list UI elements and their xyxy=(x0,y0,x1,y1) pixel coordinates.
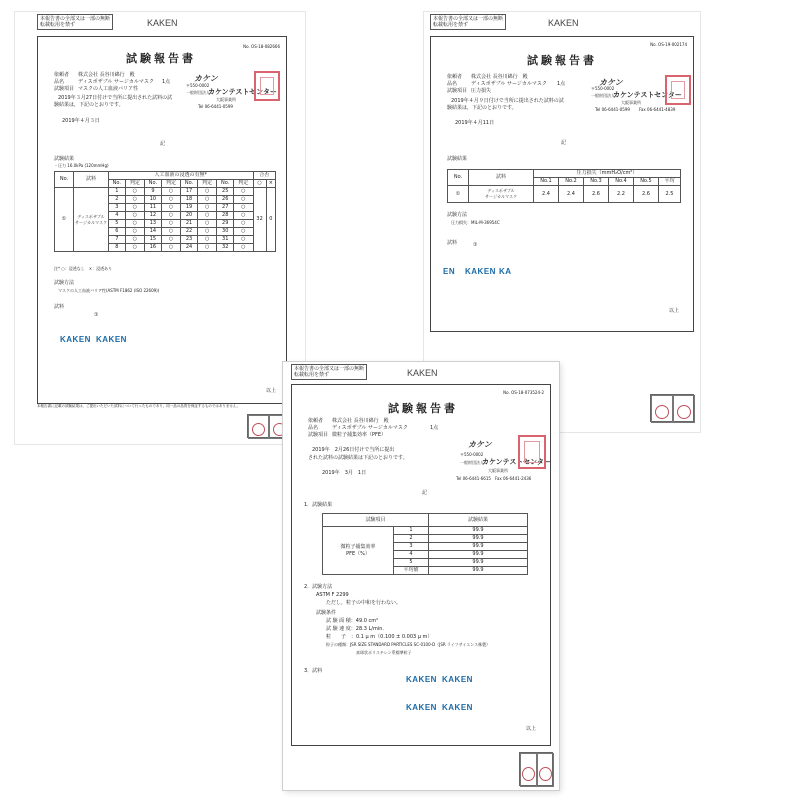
brand-header: KAKEN xyxy=(147,18,178,28)
sub-header: × xyxy=(266,180,275,188)
loss-value: 2.4 xyxy=(558,186,583,203)
record-mark: 記 xyxy=(160,141,166,147)
method-note: ただし，粒子の中和を行わない。 xyxy=(326,600,402,606)
col-group: 圧力損失（mmH₂O/cm²） xyxy=(534,170,681,178)
sample-label: 試料 xyxy=(54,304,65,310)
loss-value: 2.2 xyxy=(608,186,633,203)
footer-note: 本報告書に記載の試験結果は，ご提出いただいた試料について行ったものであり，同一品の品質を保証するものではありません。 xyxy=(37,404,241,408)
col-pass: 合否 xyxy=(253,172,275,180)
test-item-value: 微粒子捕集効率（PFE） xyxy=(332,432,387,438)
sub-header: No. xyxy=(181,180,198,188)
pfe-row-no: 5 xyxy=(394,559,429,567)
intro-line-2: 験結果は，下記のとおりです。 xyxy=(54,102,124,108)
pfe-row-value: 99.9 xyxy=(429,567,528,575)
kaken-tag-logo: KAKEN xyxy=(442,675,473,684)
approval-stamp xyxy=(677,405,691,419)
pfe-row-value: 99.9 xyxy=(429,527,528,535)
kaken-tag-logo: KAKEN xyxy=(406,703,437,712)
kaken-tag-logo: KAKEN xyxy=(406,675,437,684)
report-sheet-3 xyxy=(283,362,559,790)
report-number: No. OS-18-082666 xyxy=(243,44,280,49)
lab-kana-logo: カケン xyxy=(194,74,218,83)
pfe-row-value: 99.9 xyxy=(429,543,528,551)
method-label: 試験方法 xyxy=(54,280,75,286)
lab-name: カケンテストセンター xyxy=(208,88,277,96)
loss-value: 2.4 xyxy=(534,186,559,203)
condition-speed: 試 験 速 度：28.3 L/min. xyxy=(326,626,384,632)
approval-stamp-box xyxy=(650,394,694,422)
condition-particle: 粒子の種類：JSR SIZE STANDARD PARTICLES SC-0100-D（JSR ライフサイエンス株製） xyxy=(326,642,491,647)
report-number: No. OS-19-002174 xyxy=(650,42,687,47)
end-mark: 以上 xyxy=(525,726,536,732)
report-number: No. OS-18-073524-2 xyxy=(503,390,544,395)
method-label: 試験方法 xyxy=(447,212,468,218)
lab-fax: Fax 06-6441-4839 xyxy=(639,107,676,112)
requester-value: 株式会社 長谷川綿行 殿 xyxy=(78,72,135,78)
method-value: マスクの人工血液バリア性(ASTM F1862 (ISO 22609)) xyxy=(58,288,160,293)
approval-stamp xyxy=(252,423,265,436)
fail-count: 0 xyxy=(266,188,275,252)
col-no: No. xyxy=(448,170,469,186)
lab-branch: 大阪事業所 xyxy=(216,97,236,102)
kaken-tag-logo: KAKEN xyxy=(60,335,91,344)
pfe-row-value: 99.9 xyxy=(429,535,528,543)
report-frame xyxy=(291,384,551,746)
lab-branch: 大阪事業所 xyxy=(621,100,641,105)
loss-value: 2.6 xyxy=(633,186,658,203)
end-mark: 以上 xyxy=(668,308,679,314)
test-item-value: 圧力損失 xyxy=(471,88,492,94)
pfe-row-no: 3 xyxy=(394,543,429,551)
sub-header: No. xyxy=(217,180,234,188)
section-results: 1．試験結果 xyxy=(304,502,333,508)
requester-label: 依頼者 xyxy=(308,418,324,424)
lab-tel-fax: Tel 06-6441-6615 Fax 06-6441-2436 xyxy=(456,476,532,481)
col-item: 試験項目 xyxy=(323,514,429,527)
col-group: 人工血液の浸透の有無* xyxy=(109,172,254,180)
pfe-row-no: 1 xyxy=(394,527,429,535)
product-label: 品名 xyxy=(447,81,458,87)
record-mark: 記 xyxy=(422,490,428,496)
condition-area: 試 験 面 積：49.0 cm² xyxy=(326,618,379,624)
pfe-row-no: 2 xyxy=(394,535,429,543)
sample-name: ディスポザブル サージカルマスク xyxy=(469,186,534,203)
pfe-label: 微粒子捕集効率 PFE（%） xyxy=(323,527,394,575)
lab-tel: Tel 06-6441-0599 xyxy=(595,107,630,112)
intro-line-2: された試料の試験結果は下記のとおりです。 xyxy=(308,455,408,461)
sub-header: No.3 xyxy=(583,178,608,186)
lab-org: 一般財団法人 xyxy=(591,93,615,98)
sample-number: ① xyxy=(55,188,74,252)
pass-count: 32 xyxy=(253,188,266,252)
product-qty: 1点 xyxy=(557,81,566,87)
sub-header: 判定 xyxy=(161,180,181,188)
sub-header: No.2 xyxy=(558,178,583,186)
sample-name: ディスポザブル サージカルマスク xyxy=(74,188,109,252)
product-qty: 1点 xyxy=(430,425,439,431)
conditions-label: 試験条件 xyxy=(316,610,337,616)
pfe-row-no: 平均値 xyxy=(394,567,429,575)
sub-header: 判定 xyxy=(197,180,217,188)
kaken-tag-logo: KAKEN xyxy=(465,267,496,276)
sub-header: No.5 xyxy=(633,178,658,186)
lab-org: 一般財団法人 xyxy=(186,90,210,95)
lab-name: カケンテストセンター xyxy=(613,91,682,99)
section-sample: 3．試料 xyxy=(304,668,323,674)
lab-tel: Tel 06-6441-0599 xyxy=(198,104,233,109)
col-sample: 試料 xyxy=(469,170,534,186)
official-seal xyxy=(665,75,691,105)
pfe-row-value: 99.9 xyxy=(429,551,528,559)
copy-notice: 本報告書の全部又は一部の無断 転載転用を禁ず xyxy=(291,364,367,380)
col-sample: 試料 xyxy=(74,172,109,188)
brand-header: KAKEN xyxy=(548,18,579,28)
requester-value: 株式会社 長谷川綿行 殿 xyxy=(332,418,389,424)
lab-branch: 大阪事業所 xyxy=(488,468,508,473)
product-label: 品名 xyxy=(54,79,65,85)
copy-notice: 本報告書の全部又は一部の無断 転載転用を禁ず xyxy=(37,14,113,30)
pfe-row-no: 4 xyxy=(394,551,429,559)
table-footnote: 注* ○：浸透なし ×：浸透あり xyxy=(54,266,113,271)
condition-size: 粒 子 ：0.1 μ m（0.100 ± 0.003 μ m） xyxy=(326,634,433,640)
method-value: 圧力損失：MIL-M-36954C xyxy=(451,220,500,225)
method-standard: ASTM F 2299 xyxy=(316,592,349,598)
sub-header: ○ xyxy=(253,180,266,188)
sub-header: No.4 xyxy=(608,178,633,186)
product-qty: 1点 xyxy=(162,79,171,85)
approval-stamp xyxy=(655,405,669,419)
result-label: 試験結果 xyxy=(54,156,75,162)
kaken-tag-logo: KAKEN xyxy=(96,335,127,344)
report-title: 試験報告書 xyxy=(527,54,597,67)
sub-header: No.1 xyxy=(534,178,559,186)
report-date: 2019年 3月 1日 xyxy=(322,470,367,476)
lab-name: カケンテストセンター xyxy=(482,458,551,466)
lab-kana-logo: カケン xyxy=(599,78,623,87)
pressure-condition: ・圧力 16.0kPa (120mmHg) xyxy=(54,163,109,168)
approval-stamp xyxy=(522,767,535,781)
sub-header: No. xyxy=(109,180,126,188)
lab-postal: 〒550-0002 xyxy=(186,83,210,88)
intro-line-1: 2019年 2月26日付けで当所に提出 xyxy=(312,447,395,453)
requester-value: 株式会社 長谷川綿行 殿 xyxy=(471,74,528,80)
col-result: 試験結果 xyxy=(429,514,528,527)
product-label: 品名 xyxy=(308,425,319,431)
loss-value: 2.5 xyxy=(658,186,680,203)
report-frame xyxy=(37,36,287,404)
condition-particle-2: 真球状ポリスチレン系標準粒子 xyxy=(356,650,412,655)
lab-kana-logo: カケン xyxy=(468,440,492,449)
col-no: No. xyxy=(55,172,74,188)
brand-header: KAKEN xyxy=(407,368,438,378)
sample-label: 試料 xyxy=(447,240,458,246)
record-mark: 記 xyxy=(561,140,567,146)
product-value: ディスポザブル サージカルマスク xyxy=(332,425,408,431)
requester-label: 依頼者 xyxy=(54,72,70,78)
result-label: 試験結果 xyxy=(447,156,468,162)
approval-stamp xyxy=(539,767,552,781)
kaken-tag-logo: KA xyxy=(499,267,512,276)
copy-notice: 本報告書の全部又は一部の無断 転載転用を禁ず xyxy=(430,14,506,30)
requester-label: 依頼者 xyxy=(447,74,463,80)
end-mark: 以上 xyxy=(265,388,276,394)
intro-line-2: 験結果は，下記のとおりです。 xyxy=(447,105,517,111)
pressure-loss-table xyxy=(447,169,681,203)
sample-number: ① xyxy=(448,186,469,203)
report-date: 2019年４月３日 xyxy=(62,118,100,124)
test-item-label: 試験項目 xyxy=(308,432,329,438)
intro-line-1: 2019年４月９日付けで当所に提出された試料の試 xyxy=(451,98,564,104)
pfe-row-value: 99.9 xyxy=(429,559,528,567)
test-item-label: 試験項目 xyxy=(447,88,468,94)
report-title: 試験報告書 xyxy=(388,402,458,415)
test-item-label: 試験項目 xyxy=(54,86,75,92)
product-value: ディスポザブル サージカルマスク xyxy=(78,79,154,85)
sub-header: 平均 xyxy=(658,178,680,186)
pfe-results-table xyxy=(322,513,528,575)
section-method: 2．試験方法 xyxy=(304,584,333,590)
sample-marker: ① xyxy=(473,242,478,248)
lab-org: 一般財団法人 xyxy=(460,460,484,465)
sub-header: No. xyxy=(145,180,162,188)
barrier-results-table: No. 試料 人工血液の浸透の有無* 合否 No. 判定 No. 判定 No. 判定 No. 判定 ○ × ① ディスポザブル サージカルマスク 1 ○ 9 ○ 17 ○ 25 ○ 32 0 2 ○ 10 ○ 18 ○ 26 ○ 3 ○ 11 ○ 19 ○ 27 ○ 4 ○ 12 ○ 20 ○ 28 ○ 5 ○ 13 ○ 21 ○ 29 ○ 6 ○ 14 ○ 22 ○ 30 ○ 7 ○ 15 ○ 23 ○ 31 ○ 8 ○ 16 ○ 24 ○ 32 ○ xyxy=(54,171,276,252)
test-item-value: マスクの人工血液バリア性 xyxy=(78,86,139,92)
report-frame xyxy=(430,36,694,332)
product-value: ディスポザブル サージカルマスク xyxy=(471,81,547,87)
intro-line-1: 2019年３月27日付けで当所に提出された試料の試 xyxy=(58,95,173,101)
lab-postal: 〒550-0002 xyxy=(460,452,484,457)
kaken-tag-logo: EN xyxy=(443,267,456,276)
sample-marker: ① xyxy=(94,312,99,318)
official-seal xyxy=(518,435,546,469)
kaken-tag-logo: KAKEN xyxy=(442,703,473,712)
sub-header: 判定 xyxy=(233,180,253,188)
loss-value: 2.6 xyxy=(583,186,608,203)
report-sheet-1 xyxy=(15,12,305,444)
sub-header: 判定 xyxy=(125,180,145,188)
report-title: 試験報告書 xyxy=(126,52,196,65)
report-date: 2019年４月11日 xyxy=(455,120,495,126)
approval-stamp-box xyxy=(519,752,553,786)
lab-postal: 〒550-0002 xyxy=(591,86,615,91)
official-seal xyxy=(254,71,280,101)
